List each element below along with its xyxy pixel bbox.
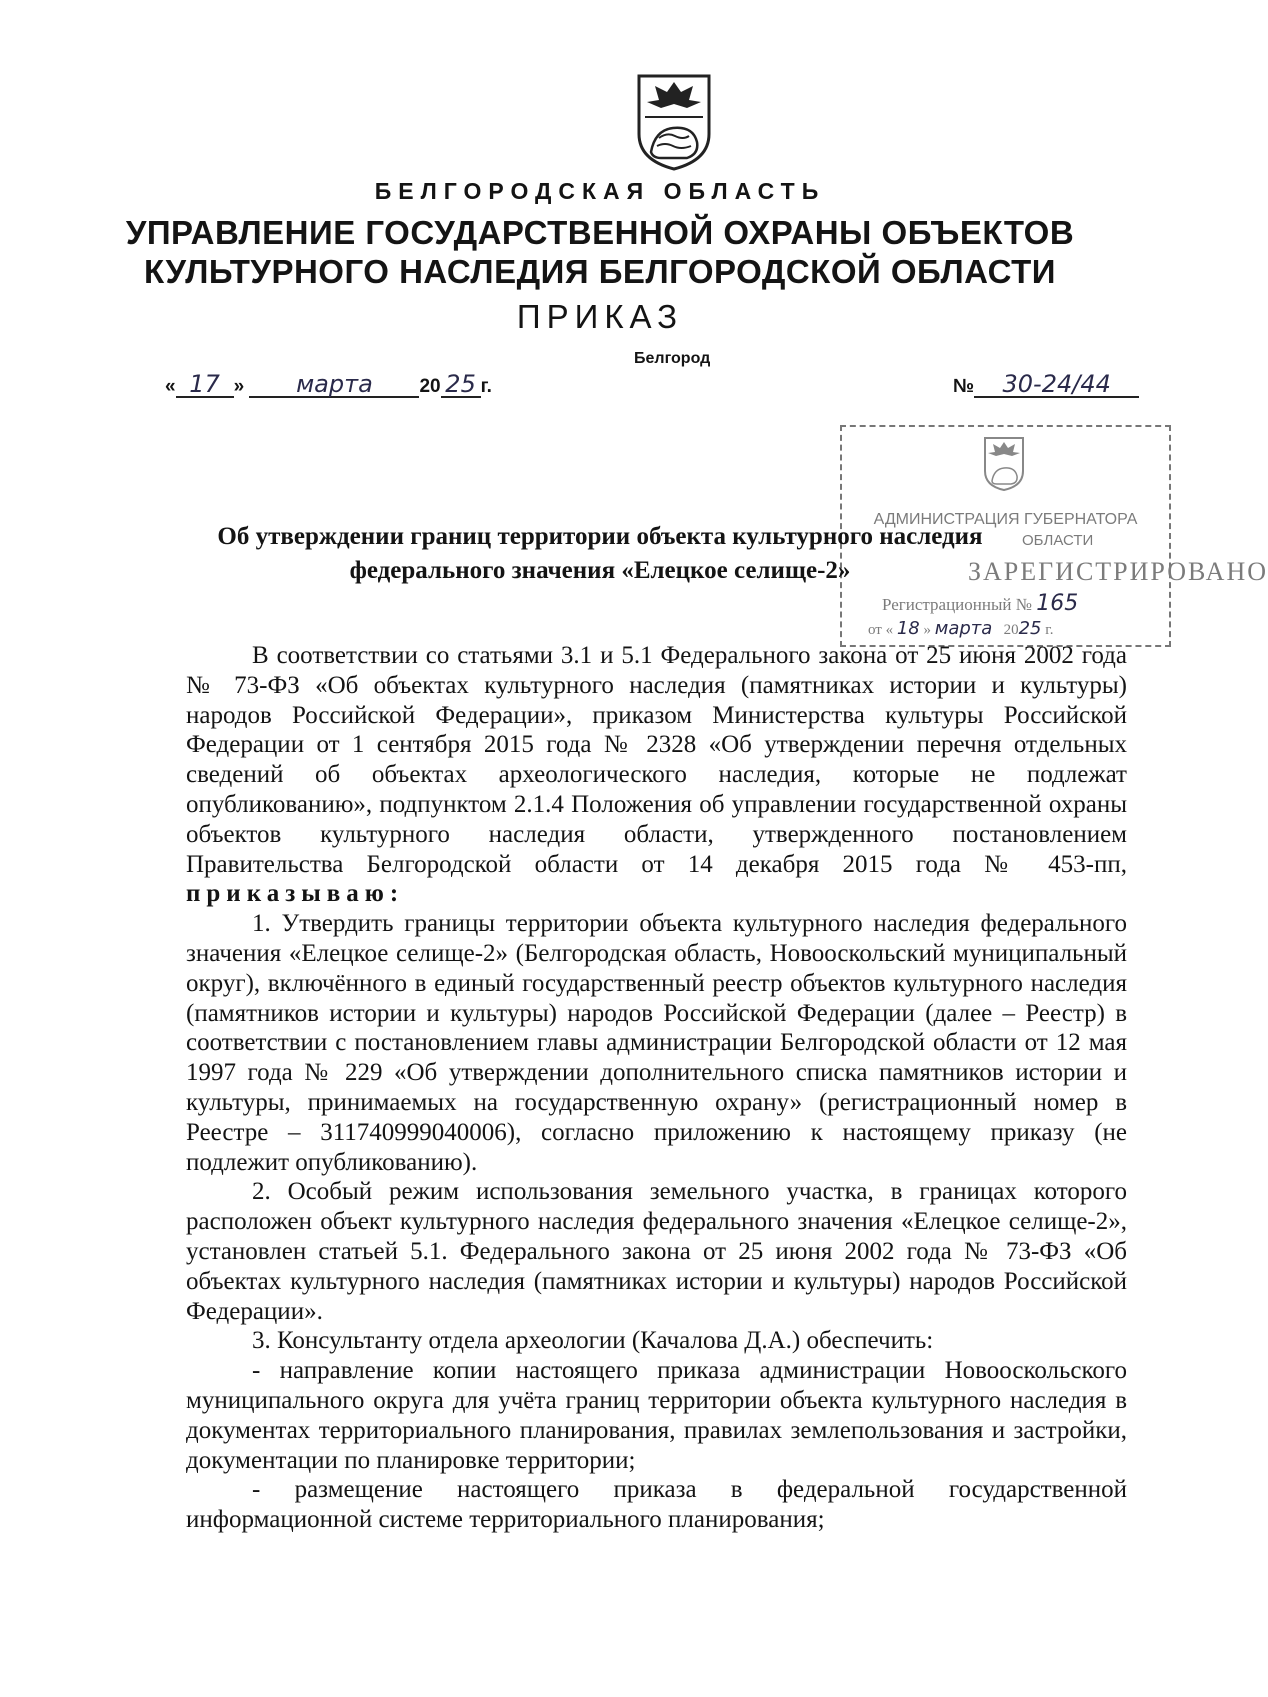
item-3a-paragraph: - направление копии настоящего приказа администрации Новооскольского муниципального округа для учёта границ территории объекта культурного наследия в документах территориального планирования, правилах землепользования и застройки, документации по планировке территории; bbox=[186, 1357, 1127, 1474]
stamp-registered: ЗАРЕГИСТРИРОВАНО bbox=[968, 557, 1268, 586]
item-3b-paragraph: - размещение настоящего приказа в федеральной государственной информационной системе территориального планирования; bbox=[186, 1476, 1127, 1534]
date-year-unit: г. bbox=[480, 376, 492, 397]
date-month: марта bbox=[249, 372, 419, 398]
order-date bbox=[165, 372, 492, 398]
number-value: 30-24/44 bbox=[974, 372, 1139, 398]
date-close-quote: » bbox=[233, 376, 245, 397]
document-type: ПРИКАЗ bbox=[516, 298, 684, 335]
item-1-paragraph: 1. Утвердить границы территории объекта культурного наследия федерального значения «Елецкое селище-2» (Белгородская область, Новооскольский муниципальный округ), включённого в единый государственный реестр объектов культурного наследия (памятников истории и культуры) народов Российской Федерации (далее – Реестр) в соответствии с постановлением главы администрации Белгородской области от 12 мая 1997 года № 229 «Об утверждении дополнительного списка памятников истории и культуры, принимаемых на государственную охрану» (регистрационный номер в Реестре – 311740999040006), согласно приложению к настоящему приказу (не подлежит опубликованию). bbox=[186, 910, 1127, 1176]
number-label: № bbox=[953, 376, 975, 397]
date-year-suffix: 25 bbox=[441, 372, 481, 398]
region-name: БЕЛГОРОДСКАЯ ОБЛАСТЬ bbox=[374, 178, 826, 204]
stamp-year-suffix: 25 bbox=[1018, 618, 1042, 639]
date-year-prefix: 20 bbox=[419, 376, 441, 397]
item-2-paragraph: 2. Особый режим использования земельного участка, в границах которого расположен объект культурного наследия федерального значения «Елецкое селище-2», установлен статьей 5.1. Федерального закона от 25 июня 2002 года № 73-ФЗ «Об объектах культурного наследия (памятниках истории и культуры) народов Российской Федерации». bbox=[186, 1178, 1127, 1325]
order-number bbox=[953, 372, 1139, 398]
stamp-authority-line2: ОБЛАСТИ bbox=[1022, 532, 1094, 549]
preamble-paragraph bbox=[186, 641, 1127, 909]
department-name-line1: УПРАВЛЕНИЕ ГОСУДАРСТВЕННОЙ ОХРАНЫ ОБЪЕКТОВ bbox=[125, 214, 1075, 251]
document-body bbox=[186, 641, 1127, 1535]
stamp-date-line bbox=[868, 618, 1053, 639]
preamble-text: В соответствии со статьями 3.1 и 5.1 Федерального закона от 25 июня 2002 года № 73-ФЗ «Об объектах культурного наследия (памятниках истории и культуры) народов Российской Федерации», приказом Министерства культуры Российской Федерации от 1 сентября 2015 года № 2328 «Об утверждении перечня отдельных сведений об объектах археологического наследия, которые не подлежат опубликованию», подпунктом 2.1.4 Положения об управлении государственной охраны объектов культурного наследия области, утвержденного постановлением Правительства Белгородской области от 14 декабря 2015 года № 453-пп, bbox=[186, 642, 1127, 878]
stamp-day: 18 bbox=[896, 618, 920, 639]
date-day: 17 bbox=[176, 372, 234, 398]
city: Белгород bbox=[634, 350, 711, 367]
stamp-from-label: от « bbox=[868, 622, 894, 638]
document-title-line2: федерального значения «Елецкое селище-2» bbox=[349, 557, 851, 584]
department-name-line2: КУЛЬТУРНОГО НАСЛЕДИЯ БЕЛГОРОДСКОЙ ОБЛАСТИ bbox=[144, 253, 1056, 290]
stamp-emblem-icon bbox=[982, 435, 1026, 493]
document-title-line1: Об утверждении границ территории объекта культурного наследия bbox=[217, 523, 983, 550]
date-open-quote: « bbox=[165, 376, 176, 397]
stamp-reg-number-line bbox=[882, 591, 1078, 616]
order-word: приказываю: bbox=[186, 880, 405, 908]
stamp-year-unit: г. bbox=[1045, 622, 1054, 638]
stamp-authority-line1: АДМИНИСТРАЦИЯ ГУБЕРНАТОРА bbox=[873, 511, 1138, 528]
stamp-month: марта bbox=[934, 618, 993, 639]
stamp-reg-label: Регистрационный № bbox=[882, 595, 1032, 614]
stamp-mid-quote: » bbox=[923, 622, 932, 638]
stamp-reg-number: 165 bbox=[1036, 591, 1079, 616]
coat-of-arms-emblem bbox=[635, 72, 713, 172]
stamp-year-prefix: 20 bbox=[1003, 622, 1019, 638]
item-3-paragraph: 3. Консультанту отдела археологии (Качалова Д.А.) обеспечить: bbox=[252, 1327, 934, 1355]
